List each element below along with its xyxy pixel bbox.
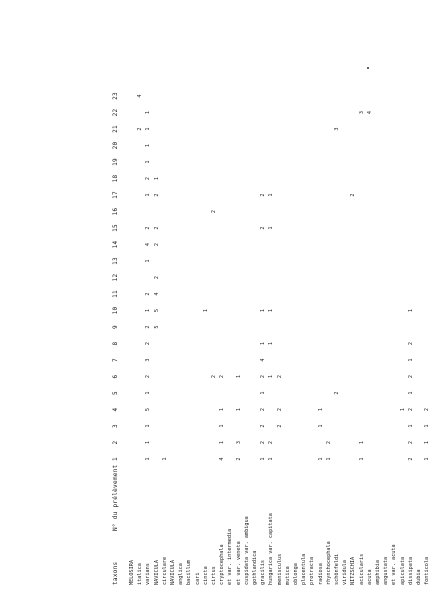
taxon-name: cari <box>194 572 201 585</box>
count-cell: 2 <box>153 193 160 197</box>
count-cell: 1 <box>145 424 152 428</box>
sample-column-number: 21 <box>112 125 119 133</box>
table-row <box>317 85 325 585</box>
count-cell: 2 <box>407 374 414 379</box>
sample-column-number: 6 <box>112 374 119 379</box>
sample-column-number: 10 <box>112 306 119 315</box>
taxon-name: gracilis <box>260 560 267 585</box>
table-row <box>185 85 193 585</box>
count-cell: 1 <box>407 391 414 395</box>
count-cell: 2 <box>350 193 357 197</box>
count-cell: 2 <box>276 374 283 379</box>
taxon-name: NAVICULA <box>170 560 176 585</box>
sample-column-number: 15 <box>112 224 119 232</box>
table-row <box>128 85 136 585</box>
sample-column-number: 20 <box>112 141 119 150</box>
count-cell: 1 <box>161 457 168 461</box>
count-cell: 1 <box>145 127 152 131</box>
count-cell: 1 <box>268 193 275 197</box>
taxon-name: dissipata <box>407 556 414 585</box>
taxon-name: cincta <box>202 566 209 585</box>
count-cell: 2 <box>260 424 267 428</box>
count-cell: 2 <box>211 209 217 214</box>
taxa-column-header: taxons <box>112 561 119 585</box>
count-cell: 2 <box>260 226 267 230</box>
table-row <box>169 85 177 585</box>
count-cell: 5 <box>153 308 160 313</box>
count-cell: 1 <box>268 341 275 346</box>
count-cell: 1 <box>219 424 226 428</box>
count-cell: 2 <box>424 407 431 412</box>
count-cell: 2 <box>260 407 267 412</box>
count-cell: 2 <box>145 226 152 230</box>
count-cell: 1 <box>268 374 275 379</box>
sample-column-number: 5 <box>112 391 119 395</box>
taxon-name: cuspidata var. ambigua <box>243 516 250 585</box>
count-cell: 4 <box>260 358 267 362</box>
count-cell: 4 <box>219 457 226 461</box>
count-cell: 1 <box>407 358 414 362</box>
count-cell: 2 <box>219 374 226 379</box>
sample-column-number: 16 <box>112 207 119 216</box>
taxon-name: dubia <box>416 569 422 585</box>
sample-column-number: 8 <box>112 341 119 346</box>
table-row <box>259 85 267 585</box>
table-row <box>226 85 234 585</box>
table-row <box>349 85 357 585</box>
count-cell: 1 <box>268 457 275 461</box>
table-row <box>136 85 144 585</box>
table-row <box>308 85 316 585</box>
count-cell: 4 <box>137 94 144 98</box>
count-cell: 1 <box>358 457 365 461</box>
count-cell: 2 <box>276 424 283 428</box>
taxon-name: et var. intermedia <box>227 528 234 585</box>
count-cell: 5 <box>145 407 152 412</box>
count-cell: 1 <box>145 440 152 445</box>
count-cell: 1 <box>407 424 414 428</box>
count-cell: 3 <box>334 127 340 131</box>
table-row <box>210 85 218 585</box>
table-row <box>300 85 308 585</box>
taxon-name: protracta <box>309 556 316 585</box>
taxon-name: gothlandica <box>252 550 258 585</box>
taxon-name: varians <box>145 563 152 585</box>
sample-column-number: 14 <box>112 240 119 249</box>
count-cell: 1 <box>268 226 275 230</box>
rotated-taxa-table <box>110 85 431 585</box>
count-cell: 2 <box>235 457 242 461</box>
count-cell: 2 <box>276 407 283 412</box>
count-cell: 4 <box>366 110 373 115</box>
count-cell: 1 <box>145 391 152 395</box>
sample-column-number: 18 <box>112 174 119 183</box>
count-cell: 1 <box>424 424 431 428</box>
count-cell: 2 <box>145 325 152 329</box>
table-row <box>153 85 161 585</box>
sample-column-number: 7 <box>112 358 119 362</box>
table-row <box>333 85 341 585</box>
count-cell: 2 <box>407 440 414 445</box>
count-cell: 1 <box>317 407 324 412</box>
taxon-name: acuta <box>366 569 373 585</box>
count-cell: 5 <box>153 325 160 329</box>
table-row <box>374 85 382 585</box>
sample-column-number: 1 <box>112 457 119 461</box>
table-row <box>235 85 243 585</box>
taxon-name: NITZSCHIA <box>350 556 357 585</box>
taxon-name: cirtus <box>211 566 217 585</box>
count-cell: 2 <box>153 226 160 230</box>
table-row <box>341 85 349 585</box>
table-row <box>415 85 423 585</box>
taxon-name: cryptocephala <box>219 544 226 585</box>
taxon-name: hungarica var. capitata <box>268 513 275 585</box>
table-row <box>325 85 333 585</box>
count-cell: 1 <box>145 160 152 164</box>
taxon-name: circulare <box>161 556 168 585</box>
count-cell: 2 <box>260 193 267 197</box>
taxon-name: et var. veneta <box>235 541 242 585</box>
count-cell: 1 <box>145 457 152 461</box>
count-cell: 2 <box>137 127 144 131</box>
table-row <box>366 85 374 585</box>
taxon-name: bacillum <box>186 560 193 585</box>
stray-mark <box>367 67 369 69</box>
taxon-name: schönfeldi <box>334 553 340 585</box>
count-cell: 1 <box>235 374 242 379</box>
taxon-name: mutica <box>284 566 291 585</box>
sample-column-number: 9 <box>112 325 119 329</box>
count-cell: 2 <box>407 341 414 346</box>
count-cell: 2 <box>211 374 217 379</box>
table-row <box>144 85 152 585</box>
count-cell: 2 <box>325 440 332 445</box>
taxon-name: italica <box>137 563 144 585</box>
taxon-name: rhynchocephala <box>325 541 332 585</box>
taxon-name: acicularis <box>358 553 365 585</box>
count-cell: 1 <box>219 407 226 412</box>
sample-column-number: 19 <box>112 158 119 166</box>
count-cell: 3 <box>145 358 152 362</box>
table-row <box>276 85 284 585</box>
count-cell: 1 <box>260 391 267 395</box>
count-cell: 4 <box>153 292 160 296</box>
count-cell: 1 <box>145 110 152 115</box>
count-cell: 1 <box>358 440 365 445</box>
table-row <box>194 85 202 585</box>
count-cell: 2 <box>260 440 267 445</box>
table-row <box>202 85 210 585</box>
sample-column-number: 23 <box>112 92 119 100</box>
count-cell: 1 <box>260 341 267 346</box>
table-row <box>251 85 259 585</box>
count-cell: 2 <box>153 242 160 247</box>
taxon-name: menisculus <box>276 553 283 585</box>
taxon-name: anglica <box>178 563 185 585</box>
count-cell: 1 <box>145 143 152 148</box>
count-cell: 1 <box>219 440 226 445</box>
count-cell: 2 <box>145 176 152 181</box>
sample-column-number: 13 <box>112 257 119 265</box>
count-cell: 1 <box>235 407 242 412</box>
table-row <box>177 85 185 585</box>
count-cell: 2 <box>334 391 340 395</box>
table-row <box>399 85 407 585</box>
count-cell: 1 <box>317 424 324 428</box>
taxon-name: NAVICULA <box>153 560 160 585</box>
table-row <box>284 85 292 585</box>
taxon-name: amphibia <box>375 560 381 585</box>
table-row <box>243 85 251 585</box>
table-row <box>407 85 415 585</box>
taxon-name: oblonga <box>293 563 299 585</box>
taxon-name: et var. acuta <box>391 544 398 585</box>
table-row <box>292 85 300 585</box>
sample-column-number: 12 <box>112 273 119 282</box>
sample-column-number: 2 <box>112 440 119 445</box>
table-row <box>390 85 398 585</box>
count-cell: 2 <box>145 341 152 346</box>
count-cell: 2 <box>145 374 152 379</box>
table-row <box>161 85 169 585</box>
count-cell: 3 <box>235 440 242 445</box>
table-row <box>423 85 431 585</box>
sample-column-number: 11 <box>112 290 119 298</box>
count-cell: 1 <box>260 308 267 313</box>
count-cell: 1 <box>145 259 152 263</box>
count-cell: 1 <box>145 193 152 197</box>
count-cell: 1 <box>424 440 431 445</box>
sample-column-number: 3 <box>112 424 119 428</box>
count-cell: 3 <box>358 110 365 115</box>
sample-number-header: N° du prélèvement <box>112 464 119 531</box>
count-cell: 1 <box>145 308 152 313</box>
taxon-name: placentula <box>301 553 308 585</box>
count-cell: 1 <box>407 308 414 313</box>
count-cell: 1 <box>153 176 160 181</box>
taxon-name: fonticola <box>424 556 431 585</box>
table-header <box>110 85 124 585</box>
table-row <box>358 85 366 585</box>
count-cell: 2 <box>268 440 275 445</box>
count-cell: 2 <box>153 275 160 280</box>
count-cell: 4 <box>145 242 152 247</box>
count-cell: 1 <box>424 457 431 461</box>
count-cell: 1 <box>325 457 332 461</box>
count-cell: 2 <box>260 374 267 379</box>
count-cell: 2 <box>145 292 152 296</box>
count-cell: 1 <box>399 407 406 412</box>
count-cell: 1 <box>260 457 267 461</box>
sample-column-number: 22 <box>112 108 119 117</box>
table-row <box>267 85 275 585</box>
sample-column-number: 4 <box>112 407 119 412</box>
count-cell: 2 <box>407 407 414 412</box>
count-cell: 2 <box>407 457 414 461</box>
taxon-name: apiculata <box>399 556 406 585</box>
count-cell: 1 <box>268 308 275 313</box>
taxon-name: MELOSIRA <box>129 560 135 585</box>
count-cell: 1 <box>317 457 324 461</box>
taxon-name: viridula <box>342 560 349 585</box>
taxon-name: angustata <box>383 556 390 585</box>
count-cell: 1 <box>202 308 209 313</box>
sample-column-number: 17 <box>112 191 119 199</box>
taxon-name: radiosa <box>317 563 324 585</box>
table-row <box>382 85 390 585</box>
table-row <box>218 85 226 585</box>
